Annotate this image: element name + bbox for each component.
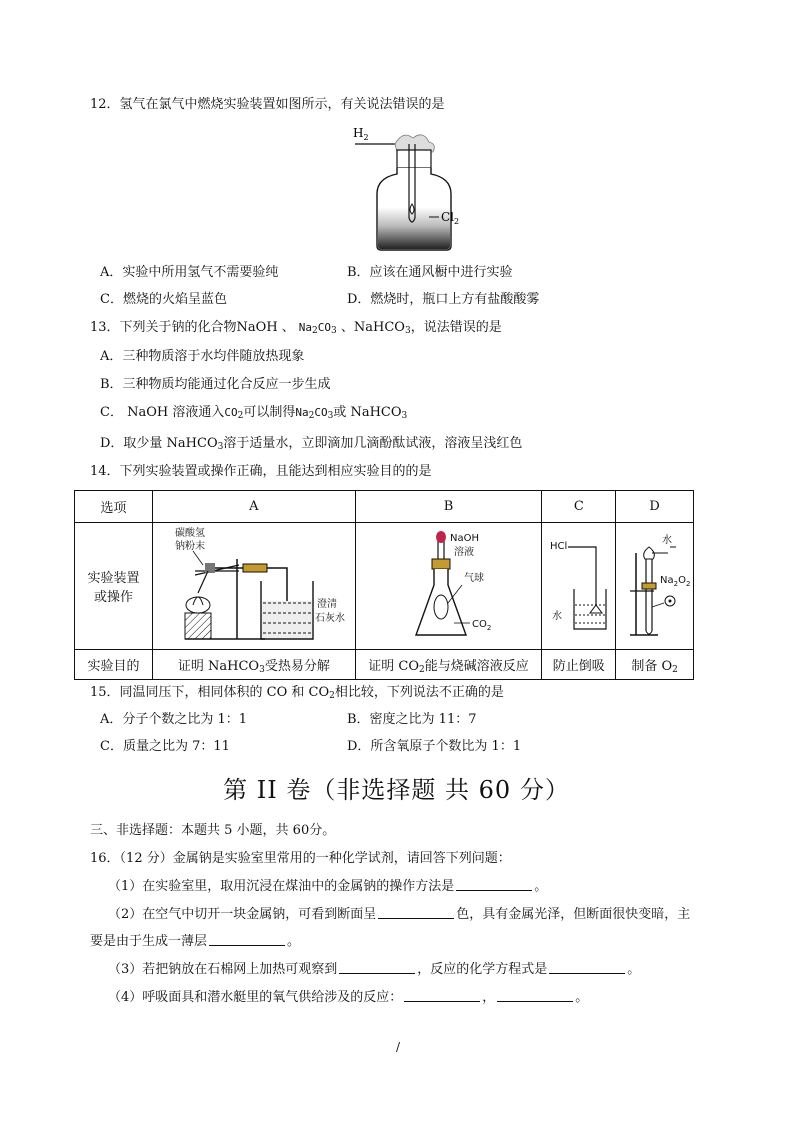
svg-text:水: 水 (551, 611, 562, 622)
q13-option-d: D．取少量 NaHCO$_3$溶于适量水，立即滴加几滴酚酞试液，溶液呈浅红色 (100, 436, 523, 452)
q12-stem: 12．氢气在氯气中燃烧实验装置如图所示，有关说法错误的是 (90, 97, 445, 112)
q16-part3: （3）若把钠放在石棉网上加热可观察到 ，反应的化学方程式是 。 (108, 962, 641, 977)
q14-fig-b-co2: $CO_2$ (471, 619, 491, 632)
q14-fig-d-na2o2: $Na_2O_2$ (659, 575, 691, 588)
svg-text:澄清: 澄清 (316, 599, 337, 610)
q14-header-c: C (542, 491, 616, 523)
svg-text:碳酸氢: 碳酸氢 (174, 528, 205, 539)
answer-blank[interactable] (378, 906, 454, 919)
q14-row-purpose-label: 实验目的 (75, 650, 153, 680)
q13-option-c: C． NaOH 溶液通入$CO_2$可以制得$Na_2CO_3$或 NaHCO$_3$ (100, 405, 408, 421)
q15-option-c: C．质量之比为 7：11 (100, 739, 230, 754)
q14-header-b: B (355, 491, 542, 523)
q12-option-d: D．燃烧时，瓶口上方有盐酸酸雾 (347, 292, 540, 307)
svg-text:溶液: 溶液 (453, 547, 474, 558)
answer-blank[interactable] (497, 989, 573, 1002)
q13-option-b: B．三种物质均能通过化合反应一步生成 (100, 377, 331, 392)
q14-purpose-c: 防止倒吸 (542, 650, 616, 680)
q16-part4: （4）呼吸面具和潜水艇里的氧气供给涉及的反应： ， 。 (108, 990, 589, 1005)
q14-purpose-d: 制备 $O_2$ (616, 650, 694, 680)
q14-row-apparatus-label: 实验装置 或操作 (75, 523, 153, 650)
svg-text:钠粉末: 钠粉末 (174, 541, 205, 552)
page-number: / (396, 1040, 401, 1054)
q14-fig-c-cell (542, 523, 616, 650)
q14-fig-b (358, 523, 540, 645)
q14-header-a: A (153, 491, 356, 523)
answer-blank[interactable] (404, 989, 480, 1002)
q14-header-d: D (616, 491, 694, 523)
q16-part2-cont: 要是由于生成一薄层 。 (90, 934, 301, 949)
svg-text:气球: 气球 (463, 573, 484, 584)
q16-stem: 16．（12 分）金属钠是实验室里常用的一种化学试剂，请回答下列问题： (90, 851, 511, 866)
q14-fig-d (618, 523, 692, 645)
answer-blank[interactable] (209, 933, 285, 946)
cl2-label: $Cl_2$ (441, 210, 460, 226)
q12-option-c: C．燃烧的火焰呈蓝色 (100, 292, 227, 307)
q14-fig-b-cell (355, 523, 542, 650)
svg-text:NaOH: NaOH (449, 533, 479, 544)
q14-purpose-b: 证明 $CO_2$能与烧碱溶液反应 (355, 650, 542, 680)
svg-text:水: 水 (661, 535, 672, 546)
q12-figure (345, 122, 475, 254)
answer-blank[interactable] (339, 961, 415, 974)
h2-label: $H_2$ (353, 126, 369, 142)
answer-blank[interactable] (456, 878, 532, 891)
q16-part2: （2）在空气中切开一块金属钠，可看到断面呈 色，具有金属光泽，但断面很快变暗，主 (108, 907, 691, 922)
q14-header-option: 选项 (75, 491, 153, 523)
answer-blank[interactable] (549, 961, 625, 974)
q15-stem: 15．同温同压下，相同体积的 CO 和 $CO_2$相比较，下列说法不正确的是 (90, 685, 504, 701)
q14-fig-a-cell (153, 523, 356, 650)
q13-stem: 13．下列关于钠的化合物NaOH 、 $Na_2CO_3$ 、NaHCO$_3$，说法错误的是 (90, 320, 502, 336)
q15-option-a: A．分子个数之比为 1：1 (100, 712, 248, 727)
q12-option-b: B．应该在通风橱中进行实验 (347, 265, 513, 280)
section3-heading: 三、非选择题：本题共 5 小题，共 60分。 (90, 823, 336, 838)
svg-text:HCl: HCl (549, 541, 568, 552)
q12-option-a: A．实验中所用氢气不需要验纯 (100, 265, 279, 280)
q14-fig-a (155, 523, 353, 645)
q15-option-b: B．密度之比为 11：7 (347, 712, 477, 727)
q14-stem: 14．下列实验装置或操作正确，且能达到相应实验目的的是 (90, 464, 432, 479)
q14-purpose-a: 证明 NaHCO$_3$受热易分解 (153, 650, 356, 680)
part2-title: 第 II 卷（非选择题 共 60 分） (223, 776, 570, 804)
q15-option-d: D．所含氧原子个数比为 1：1 (347, 739, 522, 754)
q14-table (74, 490, 694, 680)
q14-fig-c (544, 523, 614, 645)
q14-fig-d-cell (616, 523, 694, 650)
q16-part1: （1）在实验室里，取用沉浸在煤油中的金属钠的操作方法是 。 (108, 879, 548, 894)
svg-text:石灰水: 石灰水 (314, 613, 345, 624)
q13-option-a: A．三种物质溶于水均伴随放热现象 (100, 349, 305, 364)
